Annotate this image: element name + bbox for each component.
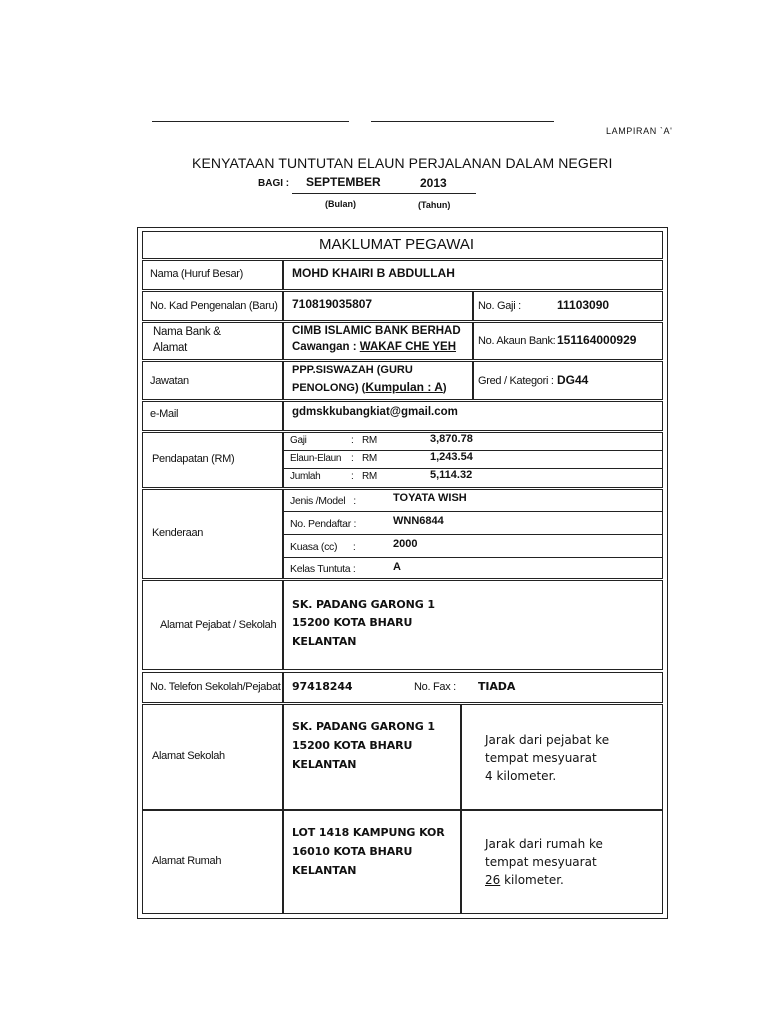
email-value: gdmskkubangkiat@gmail.com	[292, 406, 458, 418]
alamat-sekolah-line: 15200 KOTA BHARU	[292, 739, 413, 752]
month-value: SEPTEMBER	[306, 175, 381, 189]
jawatan-line2-prefix: PENOLONG) (	[292, 382, 366, 394]
bagi-label: BAGI :	[258, 178, 290, 189]
telefon-value: 97418244	[292, 680, 353, 693]
fax-value: TIADA	[478, 680, 516, 693]
form-title: KENYATAAN TUNTUTAN ELAUN PERJALANAN DALAM NEGERI	[192, 155, 613, 171]
kad-value: 710819035807	[292, 297, 373, 311]
lampiran-label: LAMPIRAN `A'	[606, 126, 673, 136]
fax-label: No. Fax :	[414, 681, 456, 693]
telefon-label: No. Telefon Sekolah/Pejabat	[150, 681, 281, 693]
kenderaan-row-value: 2000	[393, 538, 418, 550]
akaun-value: 151164000929	[557, 333, 637, 347]
cawangan-label: Cawangan :	[292, 341, 360, 353]
gred-label: Gred / Kategori :	[478, 375, 554, 387]
pendapatan-row-rm: RM	[362, 435, 377, 446]
gaji-no-label: No. Gaji :	[478, 300, 521, 312]
jawatan-line2-suffix: )	[442, 382, 447, 394]
pendapatan-row-rm: RM	[362, 471, 377, 482]
jarak-rumah-number: 26	[485, 873, 501, 887]
top-blank-line-left	[152, 121, 349, 122]
alamat-pejabat-line: KELANTAN	[292, 635, 357, 648]
kenderaan-row-value: WNN6844	[393, 515, 444, 527]
jawatan-line2	[292, 380, 447, 395]
nama-label: Nama (Huruf Besar)	[150, 268, 244, 280]
cawangan-value: WAKAF CHE YEH	[359, 341, 457, 353]
alamat-sekolah-label: Alamat Sekolah	[152, 750, 225, 762]
pendapatan-row-name: Gaji	[290, 435, 307, 446]
bank-label-line1: Nama Bank &	[153, 326, 221, 338]
year-value: 2013	[420, 176, 447, 190]
top-blank-line-right	[371, 121, 554, 122]
alamat-rumah-line: KELANTAN	[292, 864, 357, 877]
pendapatan-divider-2	[283, 468, 663, 469]
kenderaan-divider-3	[283, 557, 663, 558]
gred-value: DG44	[557, 373, 589, 387]
pendapatan-row-name: Elaun-Elaun	[290, 453, 342, 464]
pendapatan-row-name: Jumlah	[290, 471, 321, 482]
jarak-pejabat-line2: tempat mesyuarat	[485, 751, 597, 765]
kenderaan-row-value: A	[393, 561, 401, 573]
jarak-rumah-line3	[485, 871, 564, 889]
alamat-rumah-label: Alamat Rumah	[152, 855, 222, 867]
pendapatan-row-colon: :	[351, 471, 354, 482]
pendapatan-label: Pendapatan (RM)	[152, 453, 235, 465]
jawatan-line1: PPP.SISWAZAH (GURU	[292, 364, 413, 376]
pendapatan-divider-1	[283, 450, 663, 451]
kenderaan-row-label: Jenis /Model :	[290, 495, 356, 507]
pendapatan-row-colon: :	[351, 453, 354, 464]
alamat-sekolah-line: SK. PADANG GARONG 1	[292, 720, 435, 733]
nama-value: MOHD KHAIRI B ABDULLAH	[292, 266, 455, 280]
pendapatan-row-colon: :	[351, 435, 354, 446]
alamat-rumah-line: 16010 KOTA BHARU	[292, 845, 413, 858]
kenderaan-divider-1	[283, 511, 663, 512]
alamat-sekolah-line: KELANTAN	[292, 758, 357, 771]
jawatan-label: Jawatan	[150, 375, 189, 387]
jarak-pejabat-line3: 4 kilometer.	[485, 769, 557, 783]
jarak-pejabat-line1: Jarak dari pejabat ke	[485, 733, 610, 747]
jarak-rumah-line2: tempat mesyuarat	[485, 855, 597, 869]
bank-cawangan	[292, 341, 456, 355]
alamat-pejabat-line: SK. PADANG GARONG 1	[292, 598, 435, 611]
pendapatan-row-rm: RM	[362, 453, 377, 464]
bulan-label: (Bulan)	[325, 199, 356, 209]
kenderaan-label: Kenderaan	[152, 527, 204, 539]
gaji-no-value: 11103090	[557, 298, 610, 312]
jarak-rumah-suffix: kilometer.	[500, 873, 564, 887]
alamat-pejabat-label: Alamat Pejabat / Sekolah	[160, 619, 277, 631]
pendapatan-row-amount: 5,114.32	[430, 469, 473, 481]
alamat-rumah-line: LOT 1418 KAMPUNG KOR	[292, 826, 445, 839]
pendapatan-row-amount: 1,243.54	[430, 451, 473, 463]
alamat-pejabat-line: 15200 KOTA BHARU	[292, 616, 413, 629]
tahun-label: (Tahun)	[418, 200, 451, 210]
kenderaan-row-value: TOYATA WISH	[393, 492, 467, 504]
kad-label: No. Kad Pengenalan (Baru)	[150, 300, 278, 312]
bagi-underline	[292, 193, 476, 194]
bank-label-line2: Alamat	[153, 342, 187, 354]
kenderaan-row-label: Kuasa (cc) :	[290, 541, 356, 553]
section-title: MAKLUMAT PEGAWAI	[319, 236, 475, 253]
email-label: e-Mail	[150, 408, 179, 420]
akaun-label: No. Akaun Bank:	[478, 335, 556, 347]
kenderaan-divider-2	[283, 534, 663, 535]
jarak-rumah-line1: Jarak dari rumah ke	[485, 837, 603, 851]
kenderaan-row-label: Kelas Tuntuta :	[290, 563, 356, 575]
kenderaan-row-label: No. Pendaftar :	[290, 518, 357, 530]
pendapatan-row-amount: 3,870.78	[430, 433, 473, 445]
bank-name: CIMB ISLAMIC BANK BERHAD	[292, 325, 461, 337]
jawatan-kumpulan: Kumpulan : A	[365, 380, 443, 394]
